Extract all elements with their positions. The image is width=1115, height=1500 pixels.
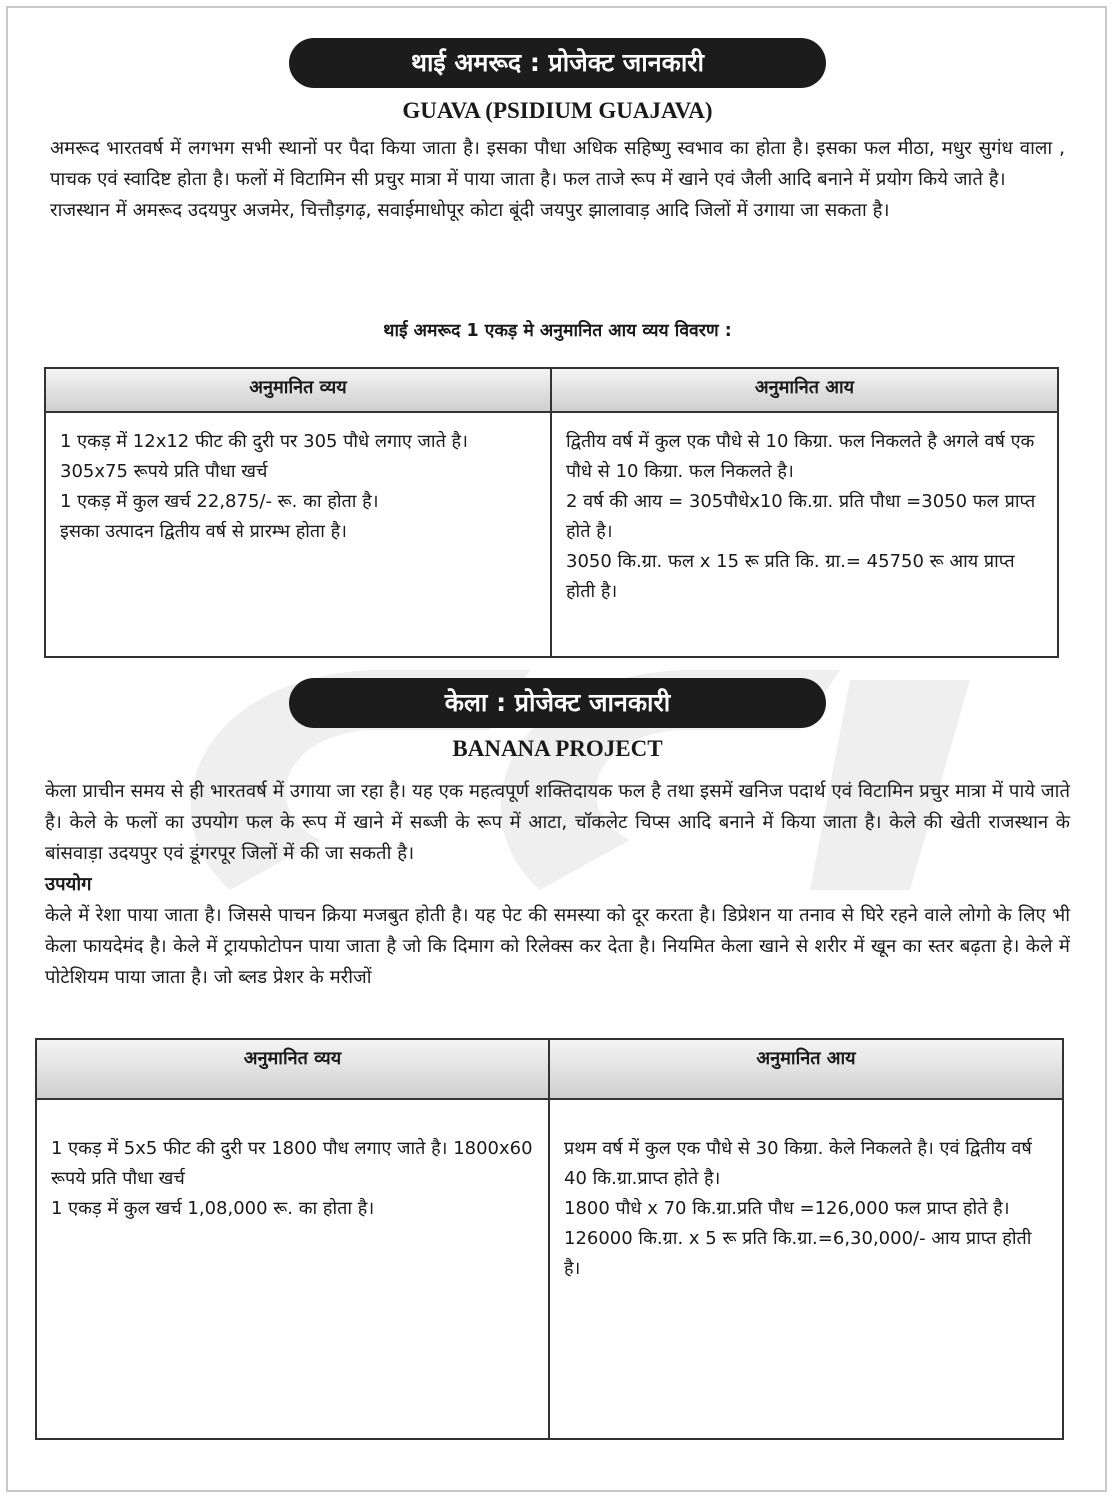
guava-expense-line-2: 1 एकड़ में कुल खर्च 22,875/- रू. का होता है। [60, 491, 379, 512]
banana-subtitle: BANANA PROJECT [452, 736, 663, 761]
banana-expense-cell [36, 1099, 549, 1439]
banana-income-cell [549, 1099, 1063, 1439]
guava-finance-table [44, 367, 1059, 658]
banana-finance-table [35, 1038, 1064, 1440]
guava-expense-line-3: इसका उत्पादन द्वितीय वर्ष से प्रारम्भ होता है। [60, 521, 347, 542]
guava-income-cell [551, 412, 1058, 657]
banana-usage-heading: उपयोग [45, 874, 92, 895]
guava-subtitle: GUAVA (PSIDIUM GUAJAVA) [402, 98, 713, 123]
guava-description [50, 133, 1065, 226]
guava-income-line-3: 3050 कि.ग्रा. फल x 15 रू प्रति कि. ग्रा.= 45750 रू आय प्राप्त होती है। [566, 551, 1015, 602]
guava-table-caption: थाई अमरूद 1 एकड़ मे अनुमानित आय व्यय विवरण : [383, 321, 732, 341]
guava-income-line-1: द्वितीय वर्ष में कुल एक पौधे से 10 किग्रा. फल निकलते है अगले वर्ष एक पौधे से 10 किग्रा. फल निकलते है। [566, 431, 1035, 482]
banana-col-expense: अनुमानित व्यय [36, 1039, 549, 1099]
banana-col-income: अनुमानित आय [549, 1039, 1063, 1099]
banana-expense-line-2: 1 एकड़ में कुल खर्च 1,08,000 रू. का होता है। [51, 1198, 375, 1219]
banana-paragraph: केला प्राचीन समय से ही भारतवर्ष में उगाया जा रहा है। यह एक महत्वपूर्ण शक्तिदायक फल है तथा इसमें खनिज पदार्थ एवं विटामिन प्रचुर मात्रा में पाये जाते है। केले के फलों का उपयोग फल के रूप में खाने में सब्जी के रूप में आटा, चॉकलेट चिप्स आदि बनाने में किया जाता है। केले की खेती राजस्थान के बांसवाड़ा उदयपुर एवं डूंगरपूर जिलों में की जा सकती है। [45, 781, 1070, 864]
guava-paragraph-2: राजस्थान में अमरूद उदयपुर अजमेर, चित्तौड़गढ़, सवाईमाधोपूर कोटा बूंदी जयपुर झालावाड़ आदि जिलों में उगाया जा सकता है। [50, 200, 890, 221]
guava-col-income: अनुमानित आय [551, 368, 1058, 412]
guava-income-line-2: 2 वर्ष की आय = 305पौधेx10 कि.ग्रा. प्रति पौधा =3050 फल प्राप्त होते है। [566, 491, 1036, 542]
guava-expense-cell [45, 412, 551, 657]
banana-description [45, 776, 1070, 993]
guava-expense-line-1: 1 एकड़ में 12x12 फीट की दुरी पर 305 पौधे लगाए जाते है। 305x75 रूपये प्रति पौधा खर्च [60, 431, 468, 482]
banana-usage-text: केले में रेशा पाया जाता है। जिससे पाचन क्रिया मजबुत होती है। यह पेट की समस्या को दूर करता है। डिप्रेशन या तनाव से घिरे रहने वाले लोगो के लिए भी केला फायदेमंद है। केले में ट्रायफोटोपन पाया जाता है जो कि दिमाग को रिलेक्स कर देता है। नियमित केला खाने से शरीर में खून का स्तर बढ़ता हे। केले में पोटेशियम पाया जाता है। जो ब्लड प्रेशर के मरीजों [45, 905, 1070, 988]
guava-col-expense: अनुमानित व्यय [45, 368, 551, 412]
banana-income-line-1: प्रथम वर्ष में कुल एक पौधे से 30 किग्रा. केले निकलते है। एवं द्वितीय वर्ष 40 कि.ग्रा.प्राप्त होते है। [564, 1138, 1032, 1189]
guava-section-title: थाई अमरूद : प्रोजेक्ट जानकारी [289, 38, 826, 88]
banana-income-line-3: 126000 कि.ग्रा. x 5 रू प्रति कि.ग्रा.=6,30,000/- आय प्राप्त होती है। [564, 1228, 1032, 1279]
banana-expense-line-1: 1 एकड़ में 5x5 फीट की दुरी पर 1800 पौध लगाए जाते है। 1800x60 रूपये प्रति पौधा खर्च [51, 1138, 533, 1189]
banana-section-title: केला : प्रोजेक्ट जानकारी [289, 678, 826, 728]
guava-paragraph-1: अमरूद भारतवर्ष में लगभग सभी स्थानों पर पैदा किया जाता है। इसका पौधा अधिक सहिष्णु स्वभाव का होता है। इसका फल मीठा, मधुर सुगंध वाला , पाचक एवं स्वादिष्ट होता है। फलों में विटामिन सी प्रचुर मात्रा में पाया जाता है। फल ताजे रूप में खाने एवं जैली आदि बनाने में प्रयोग किये जाते है। [50, 138, 1065, 190]
banana-income-line-2: 1800 पौधे x 70 कि.ग्रा.प्रति पौध =126,000 फल प्राप्त होते है। [564, 1198, 1010, 1219]
